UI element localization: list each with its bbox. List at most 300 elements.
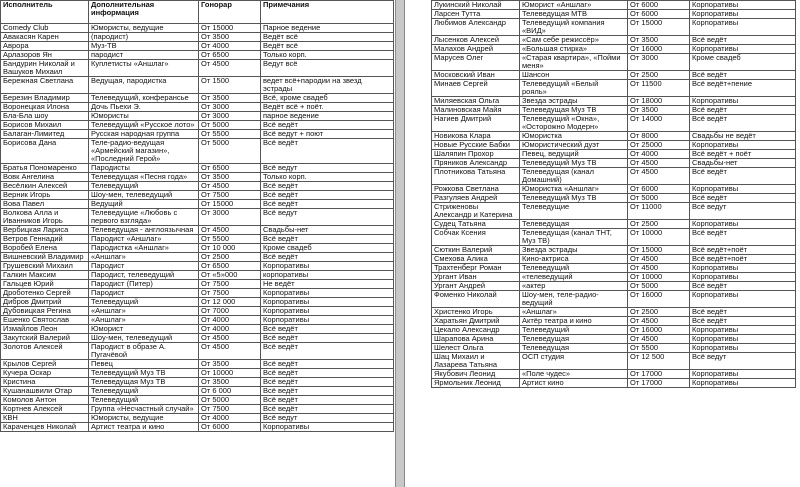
info-cell: Пародист <box>89 262 199 271</box>
table-row <box>432 115 796 132</box>
info-cell: Пародист (Питер) <box>89 280 199 289</box>
info-cell: Юморист «Аншлаг» <box>520 1 628 10</box>
info-cell: Дочь Пьехи Э. <box>89 103 199 112</box>
fee-cell: От 6000 <box>199 423 261 432</box>
performer-cell: Плотникова Татьяна <box>432 168 520 185</box>
performer-cell: Дроботенко Сергей <box>1 289 89 298</box>
performer-cell: Золотов Алексей <box>1 343 89 360</box>
table-row <box>1 77 394 94</box>
fee-cell: От 6000 <box>628 185 690 194</box>
performer-cell: Фоменко Николай <box>432 291 520 308</box>
notes-cell: Всё ведёт <box>261 405 394 414</box>
table-row <box>432 159 796 168</box>
performer-cell: Бережная Светлана <box>1 77 89 94</box>
fee-cell: От 4000 <box>199 316 261 325</box>
notes-cell: Корпоративы <box>690 370 796 379</box>
fee-cell: От 2500 <box>199 253 261 262</box>
notes-cell: Всё ведёт <box>690 308 796 317</box>
notes-cell: Корпоративы <box>690 273 796 282</box>
performer-cell: Ветров Геннадий <box>1 235 89 244</box>
table-row <box>1 51 394 60</box>
table-row <box>1 396 394 405</box>
fee-cell: От 11500 <box>628 80 690 97</box>
notes-cell: Свадьбы-нет <box>690 159 796 168</box>
fee-cell: От 12 000 <box>199 298 261 307</box>
table-row <box>1 298 394 307</box>
table-row <box>432 291 796 308</box>
fee-cell: От 3500 <box>199 173 261 182</box>
performer-cell: Караченцев Николай <box>1 423 89 432</box>
notes-cell: Свадьбы-нет <box>261 226 394 235</box>
table-row <box>432 45 796 54</box>
notes-cell: Всё ведёт <box>261 343 394 360</box>
table-row <box>1 33 394 42</box>
info-cell: Телеведущий Муз ТВ <box>520 194 628 203</box>
fee-cell: От 3500 <box>199 94 261 103</box>
fee-cell: От 14000 <box>628 115 690 132</box>
notes-cell: Всё ведёт <box>690 194 796 203</box>
notes-cell: Ведёт всё <box>261 33 394 42</box>
info-cell: Звезда эстрады <box>520 246 628 255</box>
performer-cell: Comedy Club <box>1 24 89 33</box>
notes-cell: Всё ведёт <box>261 200 394 209</box>
performer-cell: Ярмольник Леонид <box>432 379 520 388</box>
info-cell: Шансон <box>520 71 628 80</box>
fee-cell: От 3500 <box>628 106 690 115</box>
performer-cell: Дубовицкая Регина <box>1 307 89 316</box>
fee-cell: От 5000 <box>199 396 261 405</box>
table-row <box>432 353 796 370</box>
fee-cell: От 8000 <box>628 132 690 141</box>
performer-cell: Харатьян Дмитрий <box>432 317 520 326</box>
table-row <box>1 191 394 200</box>
table-row <box>432 141 796 150</box>
performer-cell: Воробей Елена <box>1 244 89 253</box>
notes-cell: Корпоративы <box>261 298 394 307</box>
column-header-performer: Исполнитель <box>1 1 89 24</box>
table-row <box>432 273 796 282</box>
table-row <box>1 182 394 191</box>
fee-cell: От 3000 <box>199 112 261 121</box>
info-cell: «Сам себе режиссёр» <box>520 36 628 45</box>
info-cell: «Поле чудес» <box>520 370 628 379</box>
performer-cell: Стриженовы Александр и Катерина <box>432 203 520 220</box>
table-row <box>1 405 394 414</box>
performer-cell: КВН <box>1 414 89 423</box>
notes-cell: Только корп. <box>261 173 394 182</box>
performer-cell: Комолов Антон <box>1 396 89 405</box>
notes-cell: Всё ведёт+поёт <box>690 255 796 264</box>
performer-cell: Миляевская Ольга <box>432 97 520 106</box>
performer-cell: Лукинский Николай <box>432 1 520 10</box>
info-cell: Шоу-мен, телеведущий <box>89 334 199 343</box>
table-row <box>1 200 394 209</box>
table-row <box>1 343 394 360</box>
fee-cell: От 15000 <box>628 246 690 255</box>
performer-cell: Борисов Михаил <box>1 121 89 130</box>
performer-cell: Верник Игорь <box>1 191 89 200</box>
notes-cell: ведет всё+пародии на звезд эстрады <box>261 77 394 94</box>
performer-cell: Собчак Ксения <box>432 229 520 246</box>
table-row <box>1 42 394 51</box>
performer-cell: Малахов Андрей <box>432 45 520 54</box>
info-cell: Телеведущий <box>520 326 628 335</box>
performer-cell: Бла-Бла шоу <box>1 112 89 121</box>
fee-cell: От 5000 <box>628 282 690 291</box>
info-cell: Ведущий <box>89 200 199 209</box>
fee-cell: От 16000 <box>628 326 690 335</box>
notes-cell: Всё ведёт <box>261 396 394 405</box>
table-row <box>1 262 394 271</box>
fee-cell: От 17000 <box>628 379 690 388</box>
notes-cell: Всё ведёт <box>261 121 394 130</box>
performer-cell: Кучера Оскар <box>1 369 89 378</box>
table-row <box>1 387 394 396</box>
info-cell: Телеведущий <box>89 387 199 396</box>
performer-cell: Ларсен Тутта <box>432 10 520 19</box>
table-row <box>1 378 394 387</box>
info-cell: Шоу-мен, теле-радио-ведущий <box>520 291 628 308</box>
info-cell: Юмористы, ведущие <box>89 24 199 33</box>
performer-cell: Березин Владимир <box>1 94 89 103</box>
notes-cell: Всё, кроме свадеб <box>261 94 394 103</box>
info-cell: Телеведущая МТВ <box>520 10 628 19</box>
info-cell: Куплетисты «Аншлаг» <box>89 60 199 77</box>
notes-cell: Всё ведут <box>690 203 796 220</box>
performer-cell: Трахтенберг Роман <box>432 264 520 273</box>
performer-cell: Марусев Олег <box>432 54 520 71</box>
fee-cell: От 4500 <box>628 335 690 344</box>
info-cell: Телеведущий <box>520 264 628 273</box>
fee-cell: От 16000 <box>628 45 690 54</box>
performer-cell: Шелест Ольга <box>432 344 520 353</box>
fee-cell: От 4000 <box>199 325 261 334</box>
info-cell: «Аншлаг» <box>89 316 199 325</box>
fee-cell: От 3500 <box>199 378 261 387</box>
performer-cell: Бандурин Николай и Вашуков Михаил <box>1 60 89 77</box>
notes-cell: Всё ведут <box>690 353 796 370</box>
performer-cell: Новые Русские Бабки <box>432 141 520 150</box>
notes-cell: Не ведёт <box>261 280 394 289</box>
notes-cell: Всё ведёт <box>261 325 394 334</box>
notes-cell: Ведёт всё + поёт. <box>261 103 394 112</box>
table-row <box>1 280 394 289</box>
fee-cell: От 7500 <box>199 289 261 298</box>
notes-cell: Корпоративы <box>261 262 394 271</box>
table-row <box>1 139 394 164</box>
performers-table-right <box>431 0 796 388</box>
fee-cell: От 1500 <box>199 77 261 94</box>
info-cell: «Аншлаг» <box>89 253 199 262</box>
performer-cell: Рожкова Светлана <box>432 185 520 194</box>
notes-cell: Всё ведут <box>261 164 394 173</box>
notes-cell: Всё ведёт <box>261 334 394 343</box>
table-row <box>1 60 394 77</box>
fee-cell: От 10 000 <box>199 244 261 253</box>
table-row <box>1 253 394 262</box>
fee-cell: От 3000 <box>199 209 261 226</box>
table-row <box>1 164 394 173</box>
info-cell: Звезда эстрады <box>520 97 628 106</box>
table-row <box>432 317 796 326</box>
performer-cell: Авакасян Карен <box>1 33 89 42</box>
table-row <box>1 112 394 121</box>
performer-cell: Шаляпин Прохор <box>432 150 520 159</box>
notes-cell: Корпоративы <box>690 1 796 10</box>
table-row <box>432 185 796 194</box>
notes-cell: Всё ведут + поют <box>261 130 394 139</box>
info-cell: Пародисты <box>89 164 199 173</box>
fee-cell: От 4500 <box>199 226 261 235</box>
performer-cell: Нагиев Дмитрий <box>432 115 520 132</box>
table-row <box>432 229 796 246</box>
notes-cell: Кроме свадеб <box>261 244 394 253</box>
info-cell: Телеведущий компания «ВИД» <box>520 19 628 36</box>
notes-cell: Всё ведёт <box>261 387 394 396</box>
info-cell: Телеведущая - англоязычная <box>89 226 199 235</box>
notes-cell: Корпоративы <box>690 185 796 194</box>
info-cell: Телеведущий Муз ТВ <box>520 159 628 168</box>
info-cell: Телеведущая «Песня года» <box>89 173 199 182</box>
table-row <box>432 132 796 141</box>
notes-cell: Всё ведёт <box>690 282 796 291</box>
table-row <box>1 423 394 432</box>
notes-cell: Парное ведение <box>261 24 394 33</box>
table-row <box>432 80 796 97</box>
info-cell: «Большая стирка» <box>520 45 628 54</box>
info-cell: Ведущая, пародистка <box>89 77 199 94</box>
performer-cell: Волкова Алла и Иванников Игорь <box>1 209 89 226</box>
performers-table-left <box>0 0 394 432</box>
performer-cell: Вербицкая Лариса <box>1 226 89 235</box>
fee-cell: От 3000 <box>199 103 261 112</box>
notes-cell: Корпоративы <box>690 344 796 353</box>
fee-cell: От 4500 <box>628 255 690 264</box>
table-row <box>432 255 796 264</box>
notes-cell: парное ведение <box>261 112 394 121</box>
fee-cell: От 4500 <box>199 343 261 360</box>
fee-cell: От 12 500 <box>628 353 690 370</box>
notes-cell: Корпоративы <box>690 220 796 229</box>
notes-cell: Корпоративы <box>261 289 394 298</box>
notes-cell: Корпоративы <box>690 97 796 106</box>
notes-cell: Всё ведёт <box>261 182 394 191</box>
table-row <box>1 307 394 316</box>
document-page-right <box>405 0 800 487</box>
notes-cell: Всё ведут <box>261 414 394 423</box>
notes-cell: Ведёт всё <box>261 42 394 51</box>
table-row <box>432 344 796 353</box>
table-row <box>1 414 394 423</box>
performer-cell: Крылов Сергей <box>1 360 89 369</box>
notes-cell: Всё ведёт+пение <box>690 80 796 97</box>
fee-cell: От 15000 <box>199 200 261 209</box>
table-row <box>432 264 796 273</box>
table-row <box>432 308 796 317</box>
notes-cell: Корпоративы <box>690 335 796 344</box>
table-row <box>432 370 796 379</box>
performer-cell: Воронецкая Илона <box>1 103 89 112</box>
column-header-info: Дополнительная информация <box>89 1 199 24</box>
info-cell: Пародист, телеведущий <box>89 271 199 280</box>
performer-cell: Вова Павел <box>1 200 89 209</box>
info-cell: Певец <box>89 360 199 369</box>
performer-cell: Минаев Сергей <box>432 80 520 97</box>
fee-cell: От 3500 <box>199 360 261 369</box>
info-cell: Телеведущая <box>520 335 628 344</box>
performer-cell: Борисова Дана <box>1 139 89 164</box>
document-page-left <box>0 0 395 487</box>
performer-cell: Балаган-Лимитед <box>1 130 89 139</box>
notes-cell: Корпоративы <box>690 326 796 335</box>
notes-cell: Всё ведёт <box>261 378 394 387</box>
notes-cell: Ведут всё <box>261 60 394 77</box>
fee-cell: От 4500 <box>628 317 690 326</box>
notes-cell: Всё ведёт <box>690 317 796 326</box>
fee-cell: От 4500 <box>628 168 690 185</box>
performer-cell: Христенко Игорь <box>432 308 520 317</box>
info-cell: Телеведущий <box>89 396 199 405</box>
table-row <box>432 379 796 388</box>
notes-cell: Всё ведёт <box>261 139 394 164</box>
fee-cell: От «5»000 <box>199 271 261 280</box>
table-row <box>432 168 796 185</box>
performer-cell: Лысенков Алексей <box>432 36 520 45</box>
info-cell: Кино-актриса <box>520 255 628 264</box>
performer-cell: Ургант Иван <box>432 273 520 282</box>
fee-cell: От 3500 <box>628 36 690 45</box>
table-row <box>432 246 796 255</box>
info-cell: ОСП студия <box>520 353 628 370</box>
fee-cell: От 3500 <box>199 33 261 42</box>
info-cell: (пародист) <box>89 33 199 42</box>
fee-cell: От 17000 <box>628 370 690 379</box>
fee-cell: От 5500 <box>628 344 690 353</box>
fee-cell: От 4000 <box>199 414 261 423</box>
info-cell: Телеведущий <box>89 182 199 191</box>
table-row <box>1 121 394 130</box>
table-row <box>432 19 796 36</box>
performer-cell: Разгуляев Андрей <box>432 194 520 203</box>
info-cell: Телеведущий «Русское лото» <box>89 121 199 130</box>
info-cell: Юмористы <box>89 112 199 121</box>
notes-cell: Корпоративы <box>261 316 394 325</box>
info-cell: Пародист <box>89 289 199 298</box>
fee-cell: От 5000 <box>628 194 690 203</box>
fee-cell: От 16000 <box>628 291 690 308</box>
table-row <box>1 271 394 280</box>
info-cell: «Аншлаг» <box>89 307 199 316</box>
table-row <box>432 1 796 10</box>
info-cell: Муз-ТВ <box>89 42 199 51</box>
performer-cell: Пряников Александр <box>432 159 520 168</box>
table-row <box>1 244 394 253</box>
fee-cell: От 6000 <box>628 1 690 10</box>
performer-cell: Шац Михаил и Лазарева Татьяна <box>432 353 520 370</box>
notes-cell: Свадьбы не ведёт <box>690 132 796 141</box>
notes-cell: Всё ведёт+поёт <box>690 246 796 255</box>
performer-cell: Аврора <box>1 42 89 51</box>
info-cell: Пародист в образе А. Пугачёвой <box>89 343 199 360</box>
notes-cell: Всё ведёт + поёт <box>690 150 796 159</box>
notes-cell: Всё ведёт <box>690 106 796 115</box>
performer-cell: Кортнев Алексей <box>1 405 89 414</box>
fee-cell: От 2500 <box>628 308 690 317</box>
notes-cell: Всё ведёт <box>690 229 796 246</box>
performer-cell: Братья Пономаренко <box>1 164 89 173</box>
info-cell: Теле-радио-ведущая «Армейский магазин», «Последний Герой» <box>89 139 199 164</box>
fee-cell: От 10000 <box>628 229 690 246</box>
info-cell: Шоу-мен, телеведущий <box>89 191 199 200</box>
performer-cell: Дибров Дмитрий <box>1 298 89 307</box>
table-header-row <box>1 1 394 24</box>
performer-cell: Якубович Леонид <box>432 370 520 379</box>
table-row <box>1 360 394 369</box>
table-row <box>1 130 394 139</box>
fee-cell: От 6500 <box>199 51 261 60</box>
notes-cell: Всё ведёт <box>690 115 796 132</box>
fee-cell: От 11000 <box>628 203 690 220</box>
info-cell: Певец, ведущий <box>520 150 628 159</box>
table-row <box>1 226 394 235</box>
notes-cell: Корпоративы <box>690 45 796 54</box>
fee-cell: От 5500 <box>199 235 261 244</box>
notes-cell: Кроме свадеб <box>690 54 796 71</box>
fee-cell: От 2500 <box>628 220 690 229</box>
fee-cell: От 2500 <box>628 71 690 80</box>
info-cell: Телеведущий «Окна», «Осторожно Модерн» <box>520 115 628 132</box>
notes-cell: Корпоративы <box>690 10 796 19</box>
fee-cell: От 4500 <box>628 264 690 273</box>
performer-cell: Шарапова Арина <box>432 335 520 344</box>
table-row <box>1 235 394 244</box>
fee-cell: От 6000 <box>628 10 690 19</box>
notes-cell: Только корп. <box>261 51 394 60</box>
notes-cell: Всё ведут <box>261 209 394 226</box>
info-cell: Телеведущая (канал ТНТ, Муз ТВ) <box>520 229 628 246</box>
info-cell: Телеведущие <box>520 203 628 220</box>
performer-cell: Ешенко Святослав <box>1 316 89 325</box>
info-cell: Юмористка «Аншлаг» <box>520 185 628 194</box>
info-cell: Телеведущий «Белый рояль» <box>520 80 628 97</box>
fee-cell: От 4500 <box>199 60 261 77</box>
fee-cell: От 6500 <box>199 164 261 173</box>
fee-cell: От 4500 <box>628 159 690 168</box>
notes-cell: Корпоративы <box>690 379 796 388</box>
notes-cell: Всё ведёт <box>261 253 394 262</box>
info-cell: Юмористы, ведущие <box>89 414 199 423</box>
table-row <box>1 24 394 33</box>
fee-cell: От 6 000 <box>199 387 261 396</box>
table-row <box>432 54 796 71</box>
info-cell: Телеведущие «Любовь с первого взгляда» <box>89 209 199 226</box>
table-row <box>432 106 796 115</box>
info-cell: «актер <box>520 282 628 291</box>
info-cell: Русская народная группа <box>89 130 199 139</box>
fee-cell: От 4000 <box>628 150 690 159</box>
fee-cell: От 15000 <box>199 24 261 33</box>
fee-cell: От 5500 <box>199 130 261 139</box>
info-cell: Пародист «Аншлаг» <box>89 235 199 244</box>
column-header-fee: Гонорар <box>199 1 261 24</box>
table-row <box>1 103 394 112</box>
fee-cell: От 6500 <box>199 262 261 271</box>
performer-cell: Гальцев Юрий <box>1 280 89 289</box>
notes-cell: Всё ведёт <box>690 168 796 185</box>
fee-cell: От 7000 <box>199 307 261 316</box>
performer-cell: Сюткин Валерий <box>432 246 520 255</box>
table-row <box>1 209 394 226</box>
